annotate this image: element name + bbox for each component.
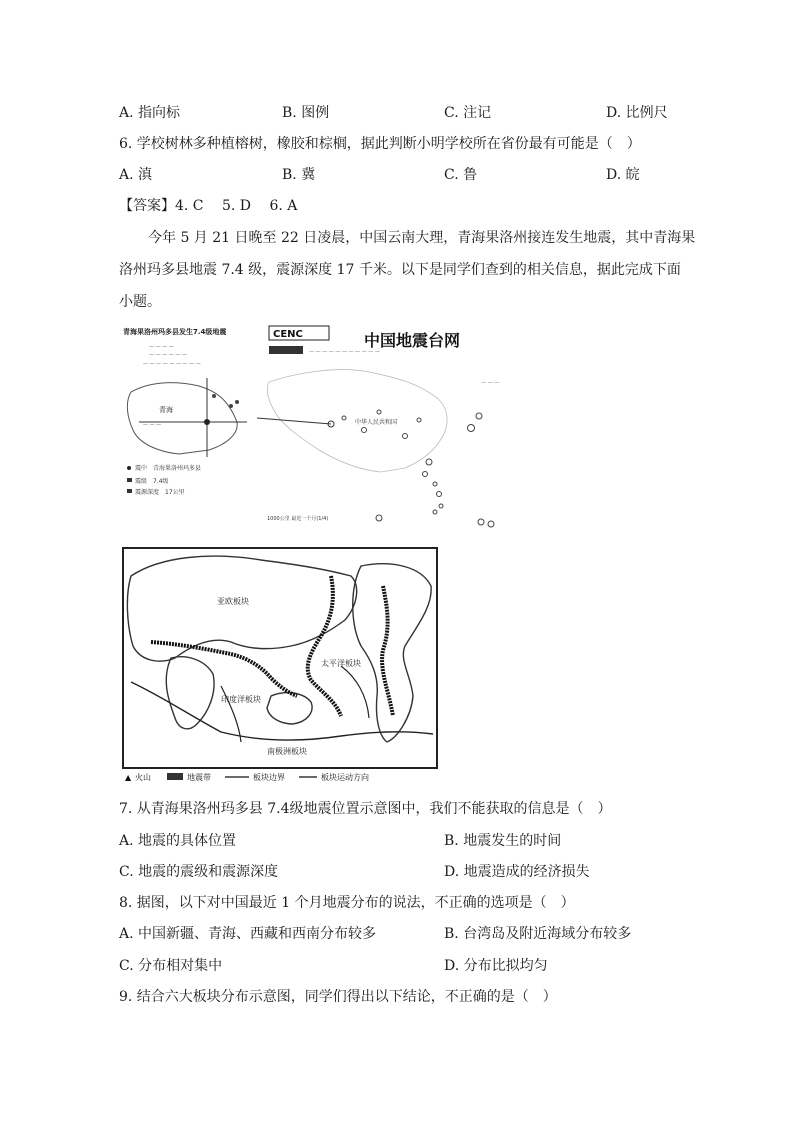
q5-option-d: D. 比例尺 [606,105,668,121]
figure1-right-title: 中国地震台网 [364,331,461,350]
plates-map-figure [121,546,441,786]
q6-stem: 6. 学校树林多种植榕树，橡胶和棕榈，据此判断小明学校所在省份最有可能是（ ） [119,136,641,152]
q6-option-d: D. 皖 [606,167,640,183]
china-label: 中华人民共和国 [355,419,398,426]
svg-text:— — — — — — — — — — —: — — — — — — — — — — — [309,349,380,355]
q7-option-a: A. 地震的具体位置 [119,833,237,849]
q5-option-c: C. 注记 [444,105,492,121]
svg-text:— — —: — — — [143,422,162,428]
legend-epicenter: 震中 青海果洛州玛多县 [135,465,202,472]
legend-seismic-belt: 地震带 [187,773,211,782]
figure1-left-label: 青海 [159,406,173,414]
q8-option-b: B. 台湾岛及附近海域分布较多 [444,926,632,942]
q7-option-d: D. 地震造成的经济损失 [444,864,590,880]
legend-plate-direction: 板块运动方向 [321,773,369,782]
earthquake-info-figure [119,322,507,530]
q6-option-a: A. 滇 [119,167,153,183]
q8-option-c: C. 分布相对集中 [119,958,223,974]
legend-depth: 震源深度 17公里 [135,489,185,496]
q8-option-a: A. 中国新疆、青海、西藏和西南分布较多 [119,926,377,942]
q9-stem: 9. 结合六大板块分布示意图，同学们得出以下结论，不正确的是（ ） [119,989,557,1005]
plate-label-antarctic: 南极洲板块 [267,747,307,756]
plate-label-pacific: 太平洋板块 [321,659,361,668]
plate-label-indian: 印度洋板块 [221,695,261,704]
volcano-icon: ▲ [125,773,132,782]
q5-option-b: B. 图例 [282,105,330,121]
passage-line-3: 小题。 [119,294,161,310]
q7-option-b: B. 地震发生的时间 [444,833,562,849]
q8-stem: 8. 据图，以下对中国最近 1 个月地震分布的说法，不正确的选项是（ ） [119,895,575,911]
q5-option-a: A. 指向标 [119,105,181,121]
svg-text:— — —: — — — [481,380,500,386]
svg-text:— — — — — — — — —: — — — — — — — — — [143,361,201,367]
legend-magnitude: 震级 7.4级 [135,478,169,485]
passage-line-2: 洛州玛多县地震 7.4 级，震源深度 17 千米。以下是同学们查到的相关信息，据此完成下面 [119,262,681,278]
q8-option-d: D. 分布比拟均匀 [444,958,548,974]
plate-label-eurasian: 亚欧板块 [217,597,249,606]
svg-text:— — — —: — — — — [149,344,174,350]
cenc-logo: CENC [273,329,303,340]
legend-plate-boundary: 板块边界 [253,773,285,782]
q7-stem: 7. 从青海果洛州玛多县 7.4级地震位置示意图中，我们不能获取的信息是（ ） [119,801,612,817]
svg-text:— — — — — —: — — — — — — [149,352,187,358]
passage-line-1: 今年 5 月 21 日晚至 22 日凌晨，中国云南大理，青海果洛州接连发生地震，其中青海果 [148,230,696,246]
q6-option-c: C. 鲁 [444,167,478,183]
legend-volcano: 火山 [135,773,151,782]
qinghai-outline [127,383,237,454]
figure1-left-title: 青海果洛州玛多县发生7.4级地震 [123,328,227,336]
q7-option-c: C. 地震的震级和震源深度 [119,864,279,880]
q6-option-b: B. 冀 [282,167,316,183]
answer-line: 【答案】4. C 5. D 6. A [119,198,298,214]
figure1-footer: 1000公里 最近一个月(1/4) [267,516,329,522]
